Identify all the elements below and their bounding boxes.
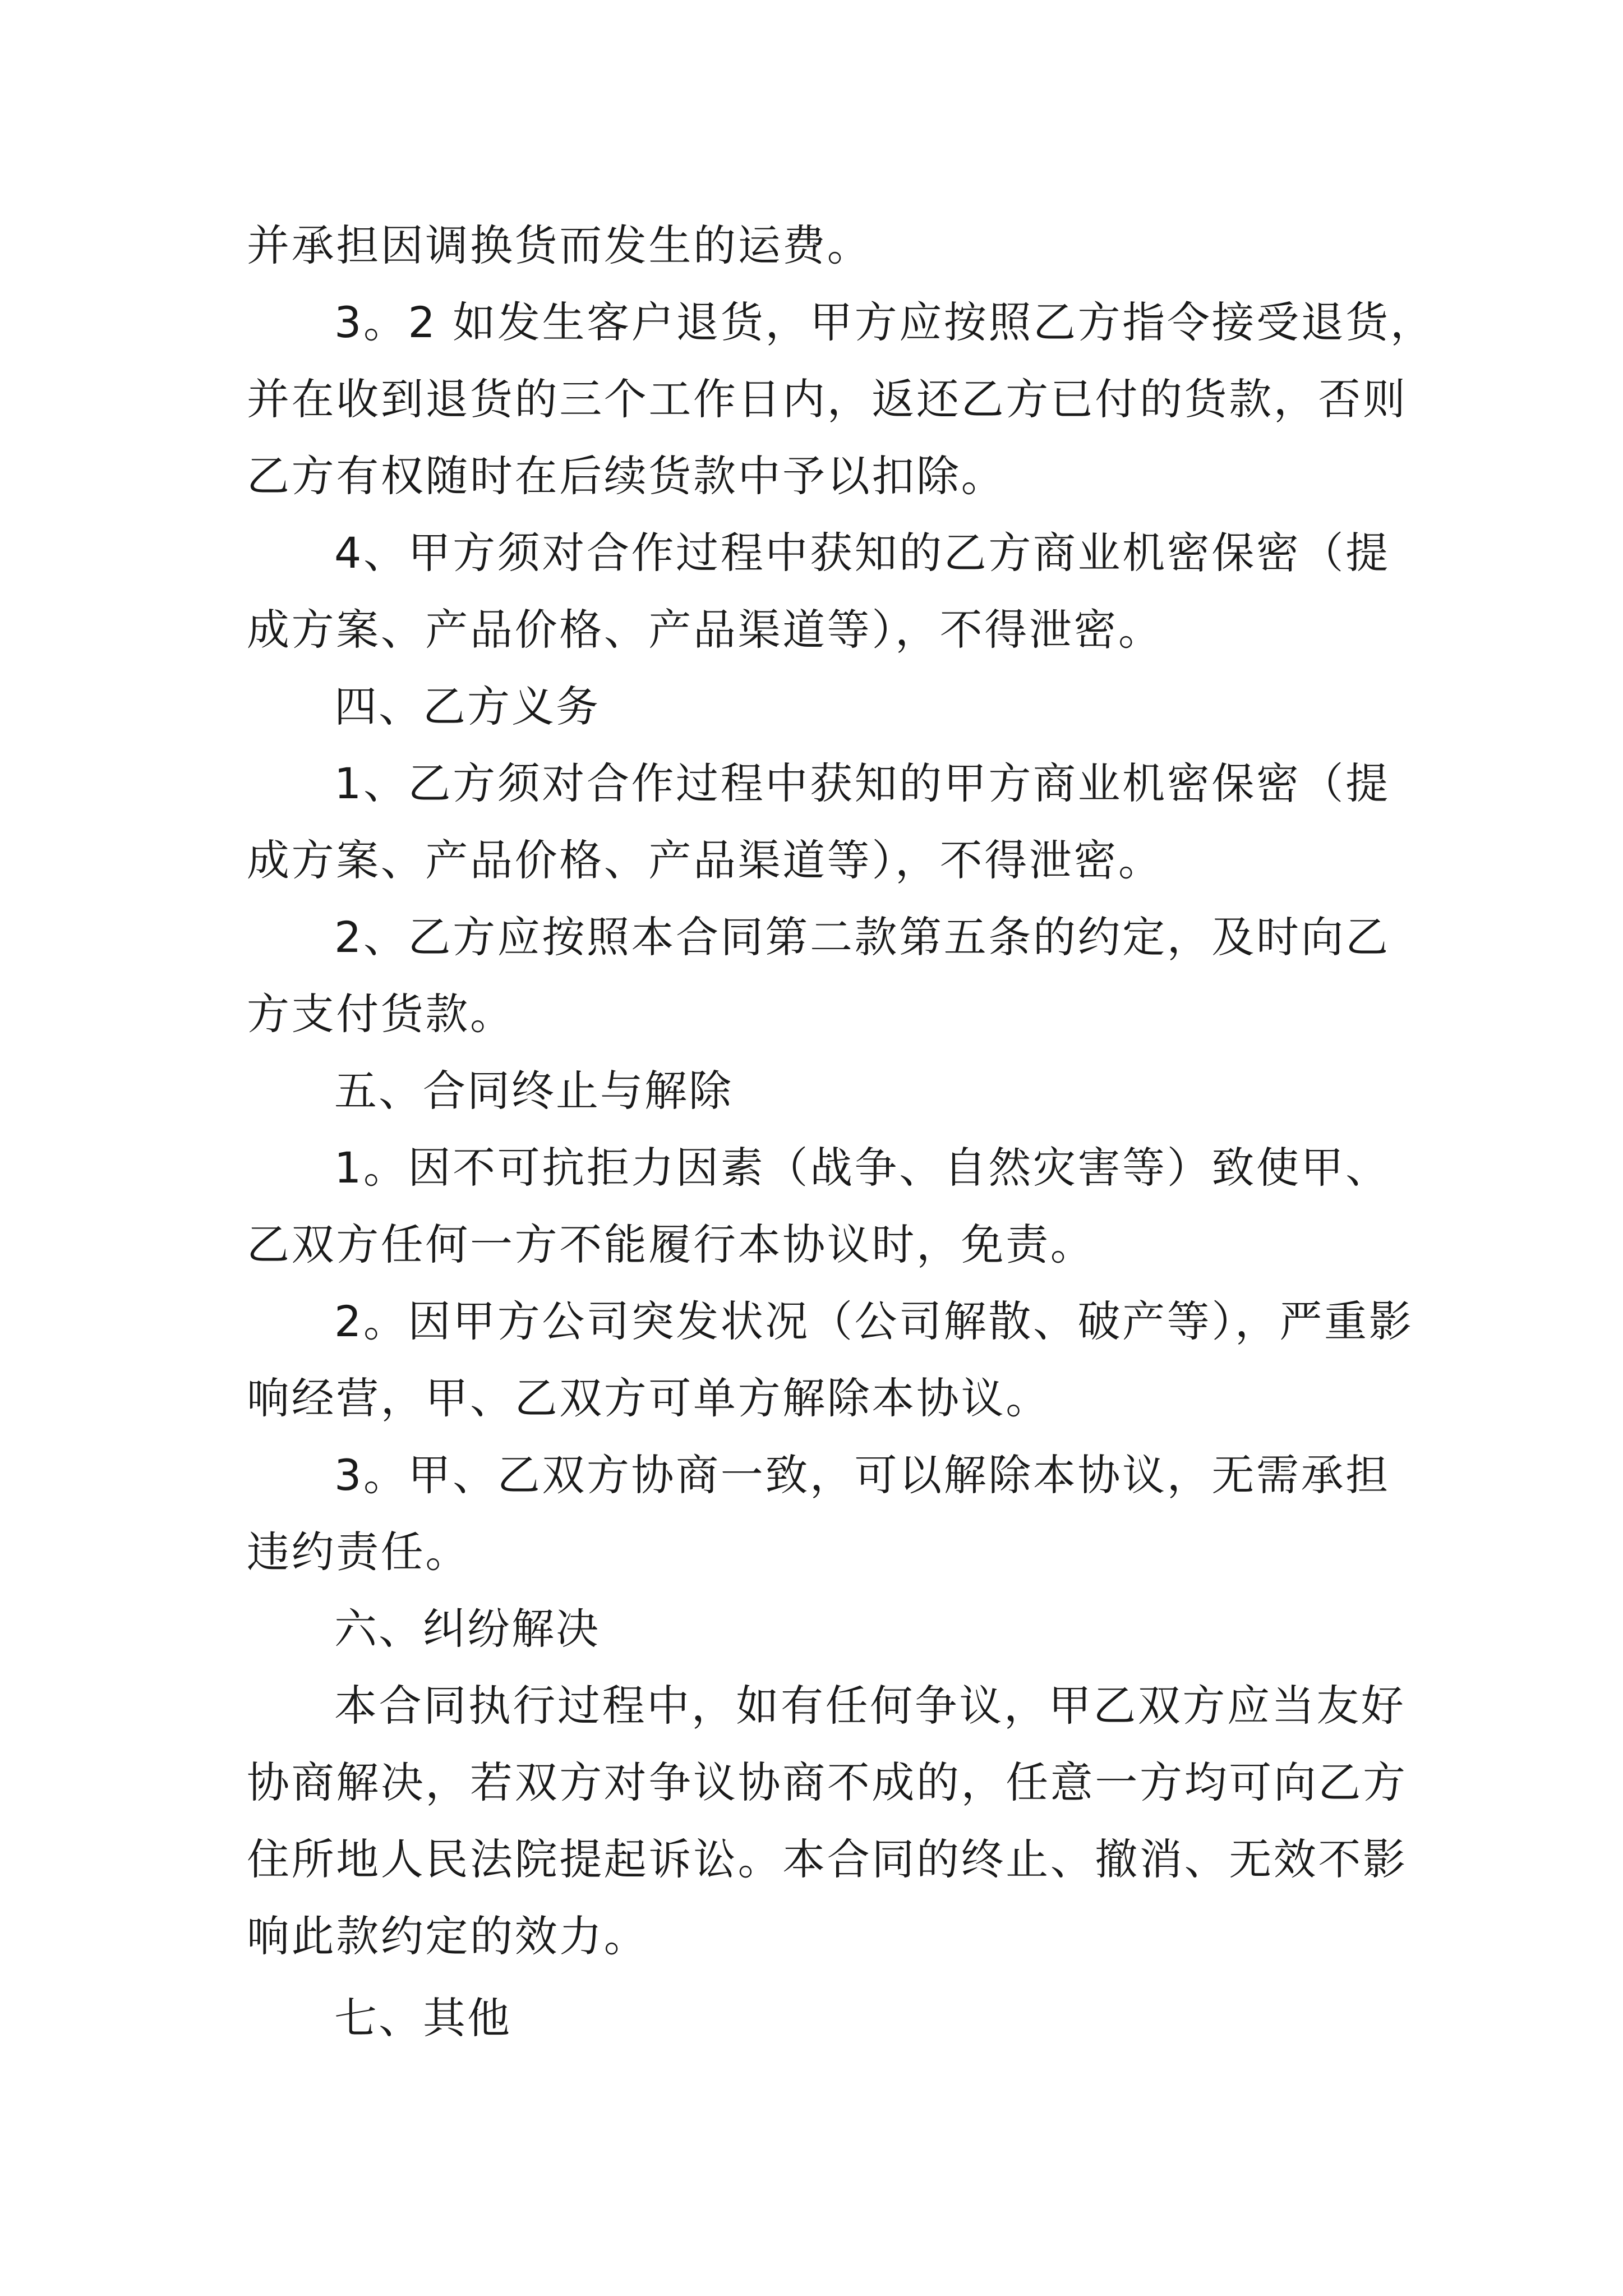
text-line: 并承担因调换货而发生的运费。 [247, 220, 872, 270]
section-heading-7: 七、其他 [334, 1993, 511, 2043]
text-line: 响此款约定的效力。 [247, 1911, 649, 1961]
text-line: 成方案、产品价格、产品渠道等），不得泄密。 [247, 835, 1163, 885]
clause-5-3: 3。甲、乙双方协商一致，可以解除本协议，无需承担 [334, 1450, 1390, 1500]
text-line: 并在收到退货的三个工作日内，返还乙方已付的货款，否则 [247, 374, 1408, 424]
clause-6-body: 本合同执行过程中，如有任何争议，甲乙双方应当友好 [334, 1681, 1406, 1731]
section-heading-5: 五、合同终止与解除 [334, 1066, 733, 1116]
clause-3-2: 3。2 如发生客户退货，甲方应按照乙方指令接受退货， [334, 297, 1435, 347]
text-line: 协商解决，若双方对争议协商不成的，任意一方均可向乙方 [247, 1757, 1408, 1807]
text-line: 违约责任。 [247, 1527, 470, 1577]
text-line: 乙方有权随时在后续货款中予以扣除。 [247, 451, 1006, 501]
clause-5-1: 1。因不可抗拒力因素（战争、自然灾害等）致使甲、 [334, 1143, 1390, 1193]
clause-3-4: 4、甲方须对合作过程中获知的乙方商业机密保密（提 [334, 528, 1390, 578]
clause-4-1: 1、乙方须对合作过程中获知的甲方商业机密保密（提 [334, 758, 1390, 808]
section-heading-4: 四、乙方义务 [334, 682, 600, 731]
text-line: 住所地人民法院提起诉讼。本合同的终止、撤消、无效不影 [247, 1834, 1408, 1884]
clause-5-2: 2。因甲方公司突发状况（公司解散、破产等），严重影 [334, 1296, 1414, 1346]
clause-4-2: 2、乙方应按照本合同第二款第五条的约定，及时向乙 [334, 912, 1390, 962]
text-line: 乙双方任何一方不能履行本协议时，免责。 [247, 1220, 1095, 1269]
text-line: 方支付货款。 [247, 989, 515, 1039]
section-heading-6: 六、纠纷解决 [334, 1604, 600, 1654]
text-line: 成方案、产品价格、产品渠道等），不得泄密。 [247, 605, 1163, 655]
text-line: 响经营，甲、乙双方可单方解除本协议。 [247, 1373, 1050, 1423]
